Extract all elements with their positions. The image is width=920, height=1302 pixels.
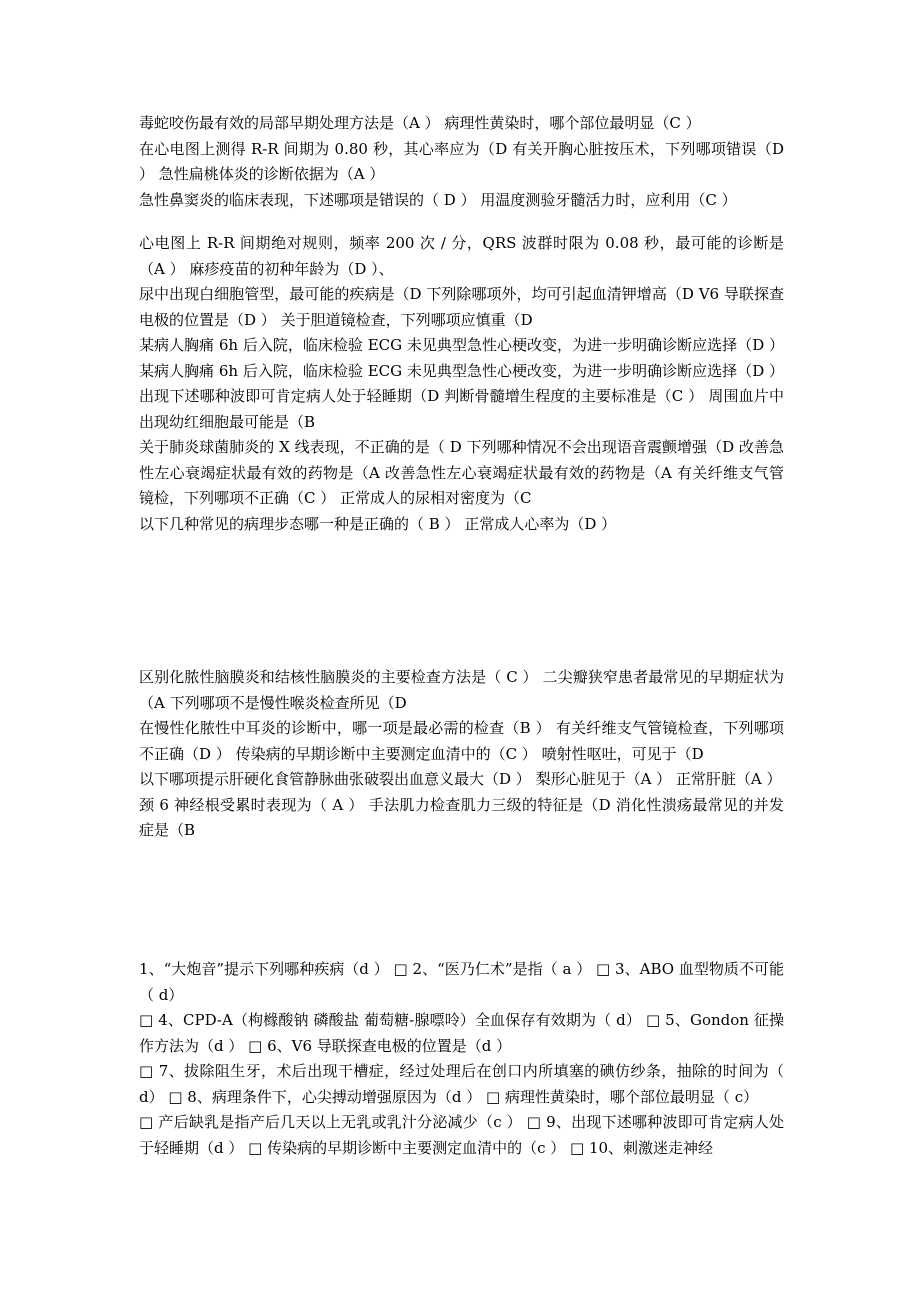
numbered-question-block (139, 957, 784, 1161)
question-paragraph: 某病人胸痛 6h 后入院，临床检验 ECG 未见典型急性心梗改变，为进一步明确诊断应选择（D ） 某病人胸痛 6h 后入院，临床检验 ECG 未见典型急性心梗改变，为进一步明确诊断应选择（D ） 出现下述哪种波即可肯定病人处于轻睡期（D 判断骨髓增生程度的主要标准是（C ） 周围血片中出现幼红细胞最可能是（B (139, 336, 784, 431)
question-paragraph: 1、“大炮音”提示下列哪种疾病（d ） □ 2、“医乃仁术”是指（ a ） □ 3、ABO 血型物质不可能（ d） (139, 960, 784, 1004)
question-paragraph: 以下哪项提示肝硬化食管静脉曲张破裂出血意义最大（D ） 梨形心脏见于（A ） 正常肝脏（A ） (139, 770, 782, 788)
question-paragraph: 毒蛇咬伤最有效的局部早期处理方法是（A ） 病理性黄染时，哪个部位最明显（C ） (139, 114, 701, 132)
question-paragraph: 尿中出现白细胞管型，最可能的疾病是（D 下列除哪项外，均可引起血清钾增高（D V6 导联探查电极的位置是（D ） 关于胆道镜检查，下列哪项应慎重（D (139, 285, 784, 329)
question-block-2 (139, 231, 784, 537)
question-paragraph: □ 4、CPD-A（枸橼酸钠 磷酸盐 葡萄糖-腺嘌呤）全血保存有效期为（ d） □ 5、Gondon 征操作方法为（d ） □ 6、V6 导联探查电极的位置是（d ） (139, 1011, 784, 1055)
question-paragraph: 急性鼻窦炎的临床表现，下述哪项是错误的（ D ） 用温度测验牙髓活力时，应利用（C ） (139, 190, 737, 209)
question-paragraph: 在心电图上测得 R-R 间期为 0.80 秒，其心率应为（D 有关开胸心脏按压术，下列哪项错误（D ） 急性扁桃体炎的诊断依据为（A ） (139, 139, 784, 183)
question-paragraph: 区别化脓性脑膜炎和结核性脑膜炎的主要检查方法是（ C ） 二尖瓣狭窄患者最常见的早期症状为（A 下列哪项不是慢性喉炎检查所见（D (139, 668, 784, 712)
question-paragraph: 以下几种常见的病理步态哪一种是正确的（ B ） 正常成人心率为（D ） (139, 514, 617, 533)
question-paragraph: 颈 6 神经根受累时表现为（ A ） 手法肌力检查肌力三级的特征是（D 消化性溃疡最常见的并发症是（B (139, 795, 784, 839)
question-paragraph: □ 7、拔除阻生牙，术后出现干槽症，经过处理后在创口内所填塞的碘仿纱条，抽除的时间为（ d） □ 8、病理条件下，心尖搏动增强原因为（d ） □ 病理性黄染时，哪个部位最明显（ c） (139, 1062, 784, 1106)
question-block-1 (139, 111, 784, 213)
question-paragraph: 在慢性化脓性中耳炎的诊断中，哪一项是最必需的检查（B ） 有关纤维支气管镜检查，下列哪项不正确（D ） 传染病的早期诊断中主要测定血清中的（C ） 喷射性呕吐，可见于（D (139, 719, 784, 763)
question-paragraph: 心电图上 R-R 间期绝对规则，频率 200 次 / 分，QRS 波群时限为 0.08 秒，最可能的诊断是（A ） 麻疹疫苗的初种年龄为（D ）、 (139, 234, 784, 278)
question-paragraph: □ 产后缺乳是指产后几天以上无乳或乳汁分泌减少（c ） □ 9、出现下述哪种波即可肯定病人处于轻睡期（d ） □ 传染病的早期诊断中主要测定血清中的（c ） □ 10、刺激迷走神经 (139, 1113, 784, 1157)
question-paragraph: 关于肺炎球菌肺炎的 X 线表现，不正确的是（ D 下列哪种情况不会出现语音震颤增强（D 改善急性左心衰竭症状最有效的药物是（A 改善急性左心衰竭症状最有效的药物是（A 有关纤维支气管镜检，下列哪项不正确（C ） 正常成人的尿相对密度为（C (139, 438, 784, 507)
question-block-3 (139, 665, 784, 844)
